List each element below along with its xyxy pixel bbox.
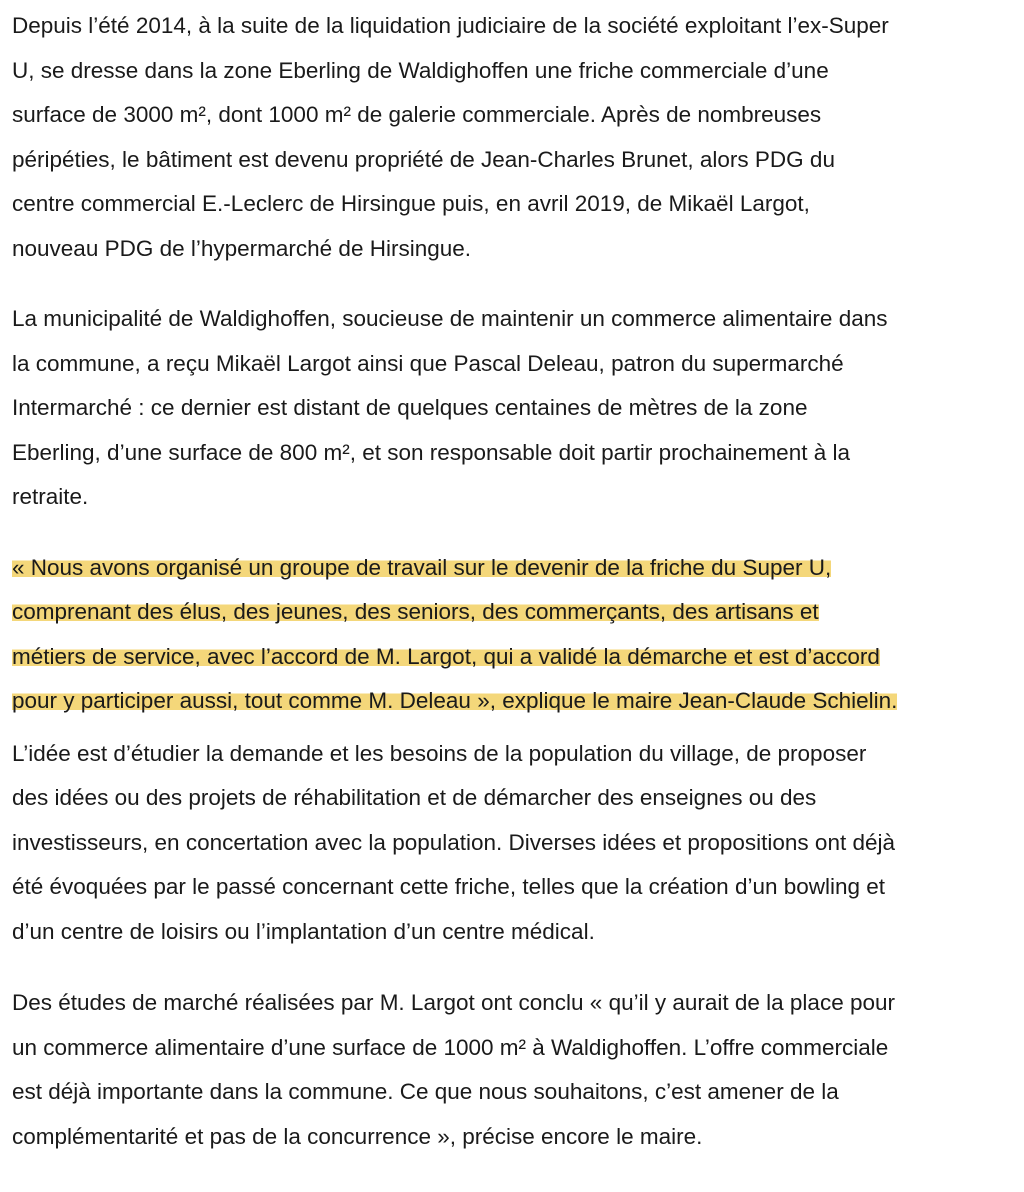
paragraph-line: La municipalité de Waldighoffen, soucieuse de maintenir un commerce alimentaire dans — [12, 306, 888, 331]
paragraph-line: Eberling, d’une surface de 800 m², et son responsable doit partir prochainement à la — [12, 439, 850, 465]
paragraph-line: complémentarité et pas de la concurrence », précise encore le maire. — [12, 1123, 703, 1149]
paragraph-line: la commune, a reçu Mikaël Largot ainsi que Pascal Deleau, patron du supermarché — [12, 350, 844, 376]
paragraph-line: L’idée est d’étudier la demande et les besoins de la population du village, de proposer — [12, 740, 867, 766]
quote-line — [12, 679, 1014, 724]
paragraph-line: Depuis l’été 2014, à la suite de la liquidation judiciaire de la société exploitant l’ex-Super — [12, 13, 889, 38]
quote-highlight: pour y participer aussi, tout comme M. Deleau », explique le maire Jean-Claude Schielin. — [12, 688, 898, 713]
quote-line — [12, 546, 1014, 591]
highlighted-quote — [12, 546, 1014, 724]
quote-line — [12, 635, 1014, 680]
paragraph-line: investisseurs, en concertation avec la population. Diverses idées et propositions ont déjà — [12, 829, 896, 855]
paragraph-line: des idées ou des projets de réhabilitation et de démarcher des enseignes ou des — [12, 785, 817, 810]
article-paragraph-2 — [12, 297, 1014, 520]
paragraph-line: péripéties, le bâtiment est devenu propriété de Jean-Charles Brunet, alors PDG du — [12, 146, 835, 172]
quote-line — [12, 590, 1014, 635]
quote-highlight: métiers de service, avec l’accord de M. Largot, qui a validé la démarche et est d’accord — [12, 643, 880, 669]
paragraph-line: centre commercial E.-Leclerc de Hirsingue puis, en avril 2019, de Mikaël Largot, — [12, 191, 810, 216]
paragraph-line: d’un centre de loisirs ou l’implantation d’un centre médical. — [12, 918, 595, 944]
paragraph-line: été évoquées par le passé concernant cette friche, telles que la création d’un bowling et — [12, 874, 886, 899]
paragraph-line: nouveau PDG de l’hypermarché de Hirsingue. — [12, 235, 471, 261]
article-paragraph-1 — [12, 0, 1014, 271]
article-paragraph-3 — [12, 732, 1014, 955]
paragraph-line: U, se dresse dans la zone Eberling de Waldighoffen une friche commerciale d’une — [12, 57, 829, 83]
paragraph-line: surface de 3000 m², dont 1000 m² de galerie commerciale. Après de nombreuses — [12, 102, 822, 127]
paragraph-line: un commerce alimentaire d’une surface de 1000 m² à Waldighoffen. L’offre commerciale — [12, 1034, 889, 1060]
paragraph-line: est déjà importante dans la commune. Ce que nous souhaitons, c’est amener de la — [12, 1079, 839, 1104]
quote-highlight: « Nous avons organisé un groupe de travail sur le devenir de la friche du Super U, — [12, 554, 832, 580]
article-paragraph-4 — [12, 981, 1014, 1159]
paragraph-line: retraite. — [12, 484, 89, 509]
paragraph-line: Intermarché : ce dernier est distant de quelques centaines de mètres de la zone — [12, 395, 808, 420]
quote-highlight: comprenant des élus, des jeunes, des seniors, des commerçants, des artisans et — [12, 599, 819, 624]
paragraph-line: Des études de marché réalisées par M. Largot ont conclu « qu’il y aurait de la place pour — [12, 990, 895, 1015]
